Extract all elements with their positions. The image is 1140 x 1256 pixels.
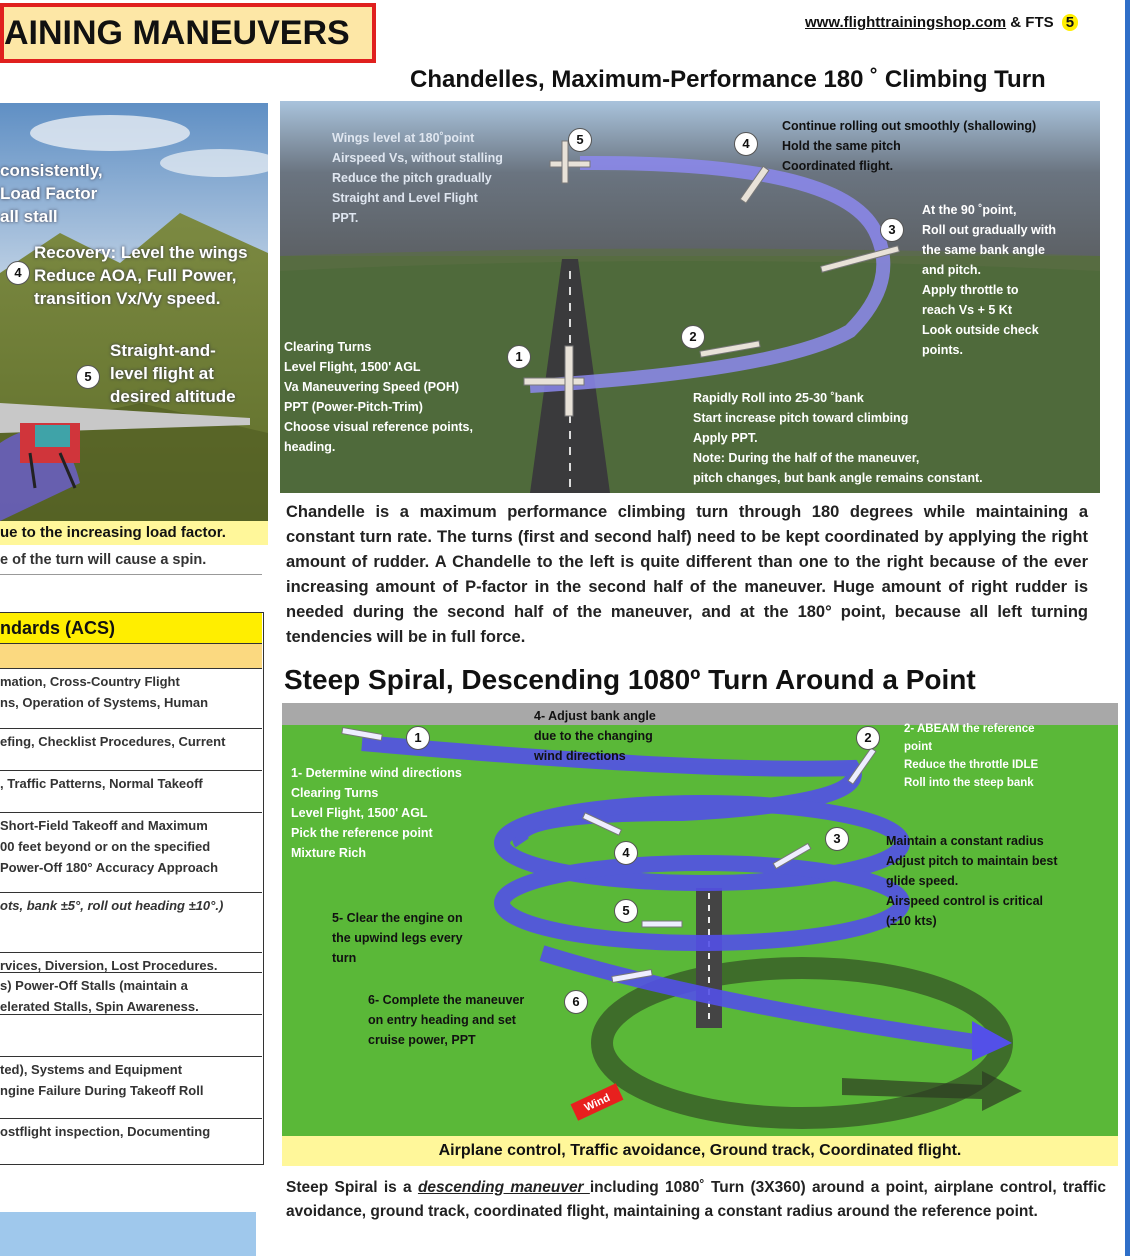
- page-title: AINING MANEUVERS: [0, 3, 376, 63]
- chandelle-marker-4: 4: [734, 132, 758, 156]
- chandelle-heading: Chandelles, Maximum-Performance 180 ˚ Climbing Turn: [410, 66, 1046, 93]
- acs-row-line: ngine Failure During Takeoff Roll: [0, 1083, 204, 1098]
- chandelle-marker-5: 5: [568, 128, 592, 152]
- acs-row-line: ostflight inspection, Documenting: [0, 1124, 211, 1139]
- acs-row: [0, 893, 262, 953]
- spiral-step4-label: 4- Adjust bank angle due to the changing wind directions: [534, 709, 656, 763]
- acs-row: [0, 669, 262, 729]
- acs-row-line: ns, Operation of Systems, Human: [0, 695, 209, 710]
- spiral-step1-label: 1- Determine wind directions Clearing Turns Level Flight, 1500' AGL Pick the reference point Mixture Rich: [291, 766, 462, 860]
- straight-level-text: Straight-and- level flight at desired altitude: [110, 341, 236, 406]
- spiral-caption: Airplane control, Traffic avoidance, Ground track, Coordinated flight.: [282, 1136, 1118, 1166]
- site-header: [805, 14, 1078, 31]
- acs-row-line: , Traffic Patterns, Normal Takeoff: [0, 776, 203, 791]
- page-border: [1125, 0, 1130, 1256]
- spiral-paragraph-rest: including 1080˚ Turn (3X360) around a point, airplane control, traffic avoidance, ground track, coordinated flight, maintaining a constant radius around the reference point.: [286, 1179, 1106, 1220]
- chandelle-point5-label: Wings level at 180˚point Airspeed Vs, without stalling Reduce the pitch gradually Straight and Level Flight PPT.: [332, 131, 503, 225]
- acs-row-line: efing, Checklist Procedures, Current: [0, 734, 226, 749]
- spiral-marker-1: 1: [406, 726, 430, 750]
- blue-box: [0, 1212, 256, 1256]
- chandelle-point4-label: Continue rolling out smoothly (shallowing) Hold the same pitch Coordinated flight.: [782, 119, 1037, 173]
- acs-row: [0, 1015, 262, 1057]
- acs-table: [0, 612, 264, 1165]
- step-marker: 4: [6, 261, 30, 285]
- brand-label: & FTS: [1010, 14, 1054, 31]
- acs-row: [0, 1057, 262, 1119]
- acs-row: [0, 729, 262, 771]
- acs-row: [0, 953, 262, 973]
- chandelle-point2-label: Rapidly Roll into 25-30 ˚bank Start increase pitch toward climbing Apply PPT. Note: During the half of the maneuver, pitch changes, but bank angle remains constant.: [693, 391, 983, 485]
- acs-row-line: ted), Systems and Equipment: [0, 1062, 183, 1077]
- website-link[interactable]: www.flighttrainingshop.com: [805, 14, 1007, 31]
- spiral-marker-3: 3: [825, 827, 849, 851]
- acs-row-line: rvices, Diversion, Lost Procedures.: [0, 958, 218, 973]
- spiral-paragraph-emphasis: descending maneuver: [417, 1179, 590, 1196]
- acs-row: [0, 1119, 262, 1165]
- chandelle-marker-1: 1: [507, 345, 531, 369]
- acs-row-line: s) Power-Off Stalls (maintain a: [0, 978, 188, 993]
- acs-title: ndards (ACS): [0, 613, 262, 644]
- spiral-step2-label: 2- ABEAM the reference point Reduce the throttle IDLE Roll into the steep bank: [904, 723, 1039, 789]
- step-marker: 5: [76, 365, 100, 389]
- photo-caption: ue to the increasing load factor.: [0, 521, 268, 545]
- page-number: 5: [1062, 14, 1078, 31]
- spiral-step6-label: 6- Complete the maneuver on entry heading and set cruise power, PPT: [368, 993, 525, 1047]
- acs-row-line: Short-Field Takeoff and Maximum: [0, 818, 208, 833]
- acs-subheader: [0, 644, 262, 669]
- stall-text: consistently, Load Factor all stall: [0, 161, 103, 226]
- acs-row-line: 00 feet beyond or on the specified: [0, 839, 211, 854]
- spiral-heading: Steep Spiral, Descending 1080º Turn Around a Point: [284, 664, 976, 695]
- acs-row: [0, 771, 262, 813]
- spiral-marker-5: 5: [614, 899, 638, 923]
- acs-row-line: elerated Stalls, Spin Awareness.: [0, 999, 199, 1014]
- acs-row-line: ots, bank ±5°, roll out heading ±10°.): [0, 898, 224, 913]
- chandelle-marker-3: 3: [880, 218, 904, 242]
- acs-row: [0, 973, 262, 1015]
- chandelle-diagram: [280, 101, 1100, 493]
- spiral-step5-label: 5- Clear the engine on the upwind legs every turn: [332, 911, 463, 965]
- spiral-marker-2: 2: [856, 726, 880, 750]
- chandelle-point3-label: At the 90 ˚point, Roll out gradually with the same bank angle and pitch. Apply throttle to reach Vs + 5 Kt Look outside check points.: [922, 203, 1057, 357]
- divider: [0, 574, 262, 575]
- spin-note: e of the turn will cause a spin.: [0, 552, 207, 568]
- acs-row-line: Power-Off 180° Accuracy Approach: [0, 860, 219, 875]
- acs-row: [0, 813, 262, 893]
- spiral-diagram: [282, 703, 1118, 1136]
- spiral-marker-4: 4: [614, 841, 638, 865]
- spiral-marker-6: 6: [564, 990, 588, 1014]
- spiral-paragraph: [286, 1176, 1106, 1224]
- spiral-paragraph-start: Steep Spiral is a: [286, 1179, 418, 1196]
- chandelle-point1-label: Clearing Turns Level Flight, 1500' AGL Va Maneuvering Speed (POH) PPT (Power-Pitch-Trim) Choose visual reference points, heading.: [284, 340, 473, 454]
- recovery-text: Recovery: Level the wings Reduce AOA, Full Power, transition Vx/Vy speed.: [34, 243, 248, 308]
- wind-arrow-label: Wind: [582, 1091, 613, 1115]
- stall-recovery-photo: [0, 103, 268, 521]
- chandelle-marker-2: 2: [681, 325, 705, 349]
- spiral-step3-label: Maintain a constant radius Adjust pitch to maintain best glide speed. Airspeed control is critical (±10 kts): [886, 834, 1058, 928]
- acs-row-line: mation, Cross-Country Flight: [0, 674, 180, 689]
- chandelle-paragraph: Chandelle is a maximum performance climbing turn through 180 degrees while maintaining a constant turn rate. The turns (first and second half) need to be kept coordinated by applying the right amount of rudder. A Chandelle to the left is quite different than one to the right because of the ever increasing amount of P-factor in the second half of the maneuver. Huge amount of right rudder is needed during the second half of the maneuver, and at the 180° point, because all left turning tendencies will be in full force.: [286, 503, 1088, 646]
